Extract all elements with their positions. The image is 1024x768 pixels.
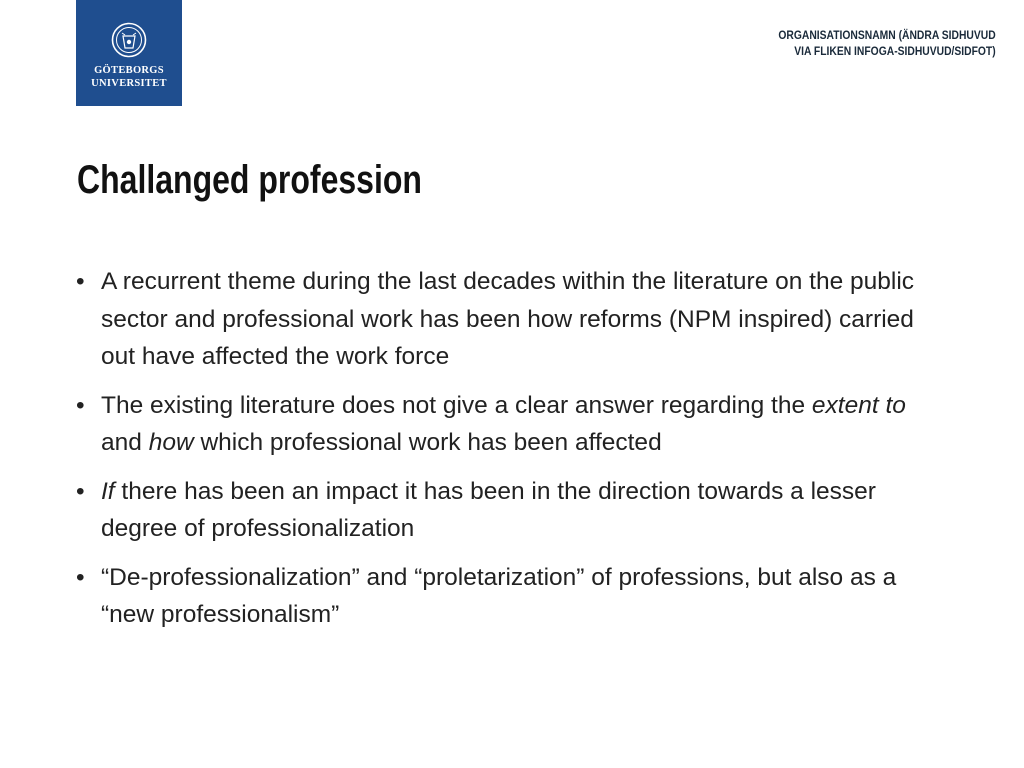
bullet-marker: • [76, 268, 85, 295]
bullet-marker: • [76, 391, 85, 419]
bullet-text-part: and [101, 429, 149, 456]
bullet-text [101, 392, 906, 457]
slide-title: Challanged profession [77, 158, 422, 202]
university-logo [76, 0, 182, 106]
bullet-item [76, 263, 926, 376]
bullet-item [76, 473, 926, 548]
bullet-text [101, 478, 876, 543]
university-seal-icon [111, 22, 147, 58]
bullet-emphasis: how [148, 429, 194, 456]
logo-text-line1: GÖTEBORGS [94, 65, 164, 76]
bullet-text-part: there has been an impact it has been in the direction towards a lesser degree of professionalization [101, 477, 876, 542]
organisation-header-line1: ORGANISATIONSNAMN (ÄNDRA SIDHUVUD [778, 28, 996, 42]
bullet-item [76, 387, 926, 462]
bullet-text: A recurrent theme during the last decades within the literature on the public sector and professional work has been how reforms (NPM inspired) carried out have affected the work force [101, 268, 915, 370]
organisation-header [779, 27, 996, 59]
bullet-text-part: which professional work has been affected [193, 429, 662, 456]
bullet-text: “De-professionalization” and “proletarization” of professions, but also as a “new professionalism” [101, 563, 897, 628]
bullet-emphasis: If [101, 477, 115, 505]
bullet-marker: • [76, 477, 85, 505]
bullet-list [76, 263, 926, 645]
bullet-marker: • [76, 563, 85, 591]
bullet-text-part: The existing literature does not give a clear answer regarding the [101, 391, 812, 419]
organisation-header-line2: VIA FLIKEN INFOGA-SIDHUVUD/SIDFOT) [794, 44, 996, 58]
bullet-item [76, 559, 926, 634]
bullet-emphasis: extent to [811, 391, 906, 419]
logo-text-line2: UNIVERSITET [91, 78, 167, 89]
